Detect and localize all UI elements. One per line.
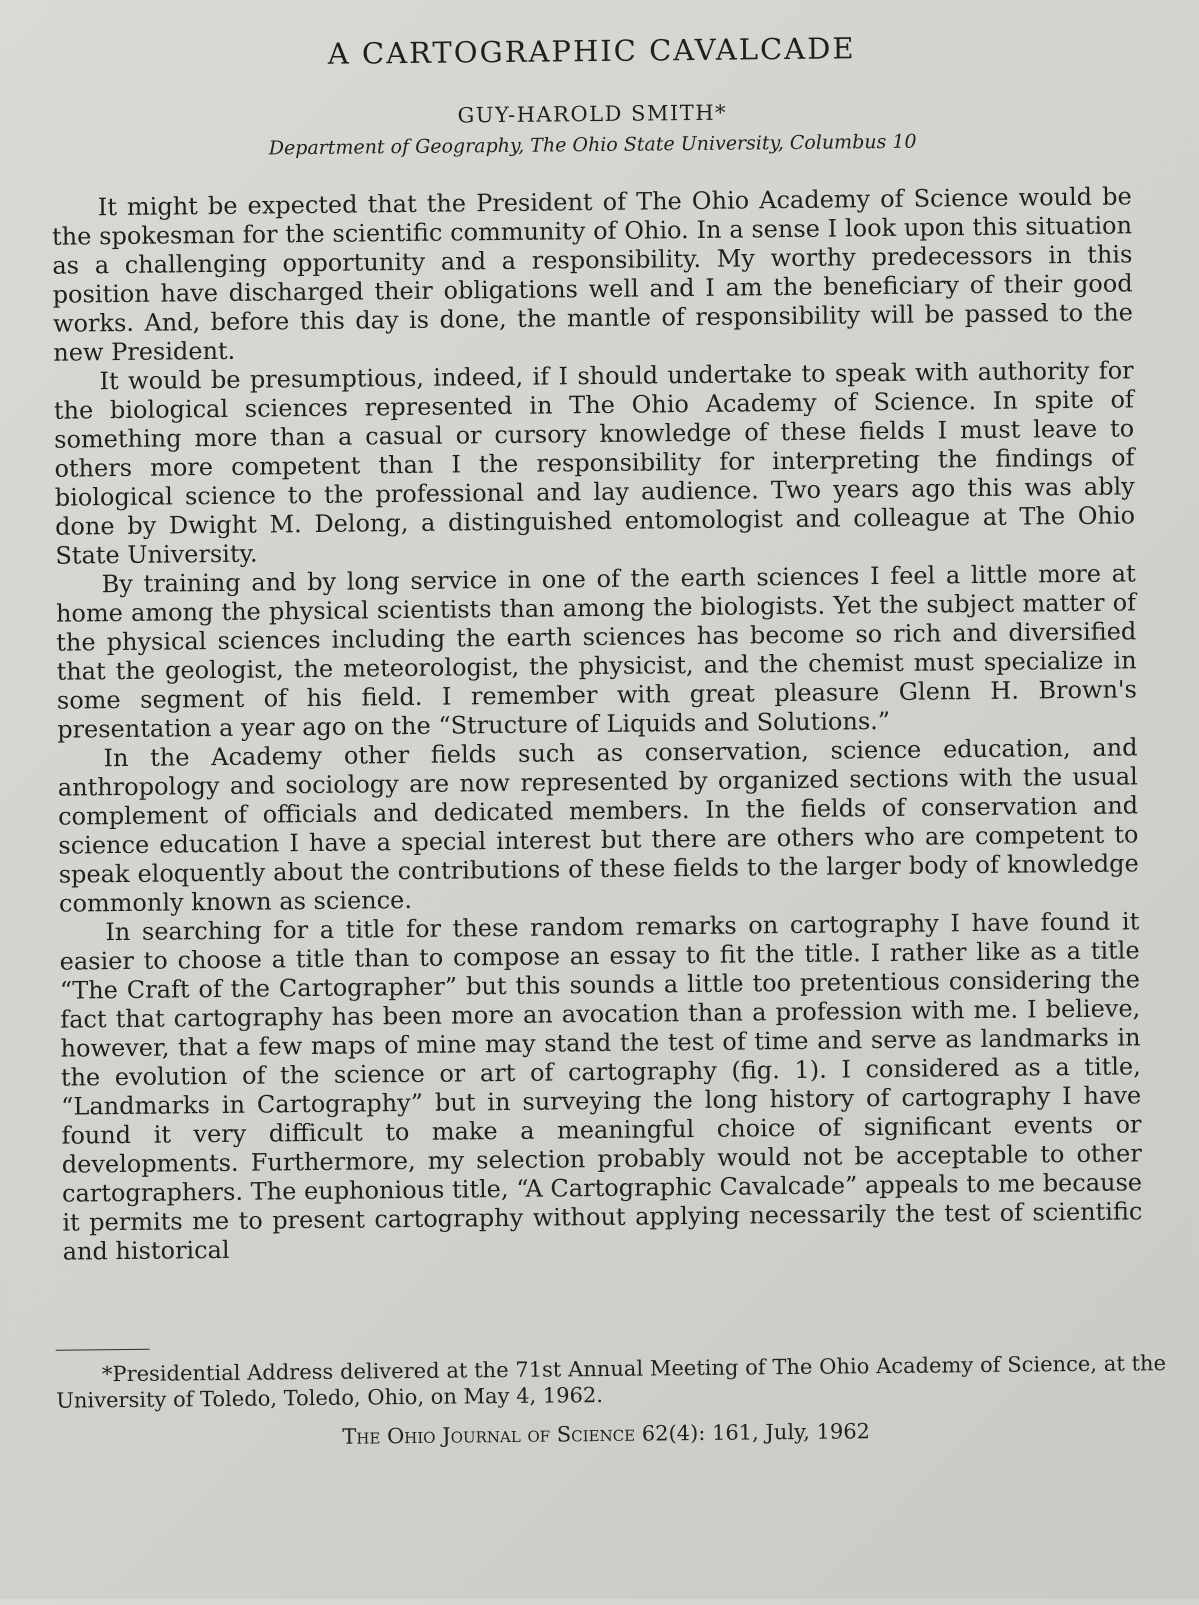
article-body [52, 182, 1143, 1266]
journal-citation: 62(4): 161, July, 1962 [641, 1419, 871, 1446]
body-paragraph: It would be presumptious, indeed, if I should undertake to speak with authority for the biological sciences represented in The Ohio Academy of Science. In spite of something more than a casual or cursory knowledge of these fields I must leave to others more competent than I the responsibility for interpreting the findings of biological science to the professional and lay audience. Two years ago this was ably done by Dwight M. Delong, a distinguished entomologist and colleague at The Ohio State University. [53, 356, 1136, 570]
footnote-text: *Presidential Address delivered at the 71st Annual Meeting of The Ohio Academy of Science, at the University of Toledo, Toledo, Ohio, on May 4, 1962. [56, 1351, 1167, 1413]
article-author: GUY-HAROLD SMITH* [457, 100, 728, 128]
journal-name: The Ohio Journal of Science [342, 1421, 636, 1449]
body-paragraph: By training and by long service in one of the earth sciences I feel a little more at home among the physical scientists than among the biologists. Yet the subject matter of the physical sciences including the earth sciences has become so rich and diversified that the geologist, the meteorologist, the physicist, and the chemist must specialize in some segment of his field. I remember with great pleasure Glenn H. Brown's presentation a year ago on the “Structure of Liquids and Solutions.” [55, 559, 1138, 744]
article-title: A CARTOGRAPHIC CAVALCADE [327, 31, 856, 71]
author-affiliation: Department of Geography, The Ohio State University, Columbus 10 [268, 130, 917, 160]
footnote [56, 1350, 1166, 1414]
journal-citation-line [7, 1416, 1199, 1453]
body-paragraph: It might be expected that the President of The Ohio Academy of Science would be the spokesman for the scientific community of Ohio. In a sense I look upon this situation as a challenging opportunity and a responsibility. My worthy predecessors in this position have discharged their obligations well and I am the beneficiary of their good works. And, before this day is done, the mantle of responsibility will be passed to the new President. [51, 182, 1134, 367]
body-paragraph: In the Academy other fields such as conservation, science education, and anthropology and sociology are now represented by organized sections with the usual complement of officials and dedicated members. In the fields of conservation and science education I have a special interest but there are others who are competent to speak eloquently about the contributions of these fields to the larger body of knowledge commonly known as science. [57, 733, 1139, 918]
body-paragraph: In searching for a title for these random remarks on cartography I have found it easier to choose a title than to compose an essay to fit the title. I rather like as a title “The Craft of the Cartographer” but this sounds a little too pretentious considering the fact that cartography has been more an avocation than a profession with me. I believe, however, that a few maps of mine may stand the test of time and serve as landmarks in the evolution of the science or art of cartography (fig. 1). I considered as a title, “Landmarks in Cartography” but in surveying the long history of cartography I have found it very difficult to make a meaningful choice of significant events or developments. Furthermore, my selection probably would not be acceptable to other cartographers. The euphonious title, “A Cartographic Cavalcade” appeals to me because it permits me to present cartography without applying necessarily the test of scientific and historical [59, 907, 1143, 1266]
footnote-divider [56, 1349, 150, 1351]
